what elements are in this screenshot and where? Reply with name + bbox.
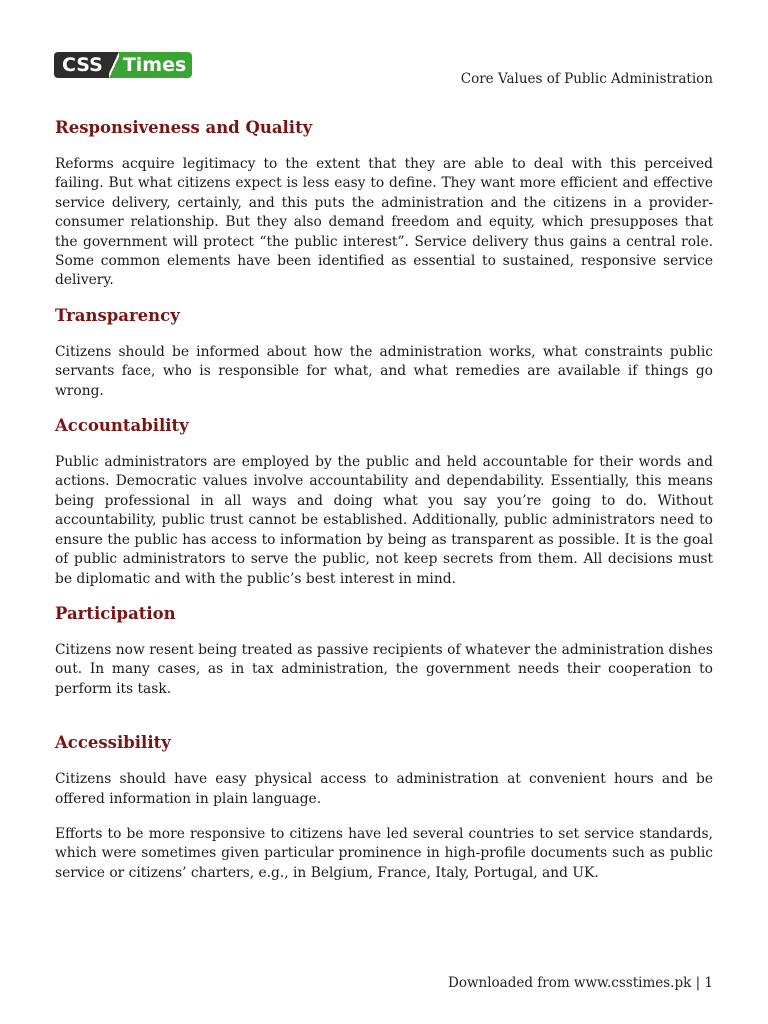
section-paragraph: Public administrators are employed by the public and held accountable for their words and actions. Democratic values involve accountability and dependability. Essentially, this means being professional in all ways and doing what you say you’re going to do. Without accountability, public trust cannot be established. Additionally, public administrators need to ensure the public has access to information by being as transparent as possible. It is the goal of public administrators to serve the public, not keep secrets from them. All decisions must be diplomatic and with the public’s best interest in mind. [55,454,713,587]
logo-text-css: CSS [54,52,109,78]
page-footer: Downloaded from www.csstimes.pk | 1 [448,975,713,991]
document-content [55,117,713,893]
section-paragraph: Citizens should have easy physical access to administration at convenient hours and be offered information in plain language. [55,771,713,807]
section-paragraph: Efforts to be more responsive to citizens have led several countries to set service standards, which were sometimes given particular prominence in high-profile documents such as public service or citizens’ charters, e.g., in Belgium, France, Italy, Portugal, and UK. [55,825,713,881]
section-transparency [55,305,713,401]
section-paragraph: Reforms acquire legitimacy to the extent that they are able to deal with this perceived failing. But what citizens expect is less easy to define. They want more efficient and effective service delivery, certainly, and this puts the administration and the citizens in a provider-consumer relationship. But they also demand freedom and equity, which presupposes that the government will protect “the public interest”. Service delivery thus gains a central role. Some common elements have been identified as essential to sustained, responsive service delivery. [55,156,713,289]
section-heading: Accessibility [55,733,171,753]
logo-text-times: Times [119,52,192,78]
section-responsiveness [55,117,713,291]
section-heading: Participation [55,603,176,623]
section-heading: Accountability [55,416,189,436]
logo-slash [109,52,119,78]
section-heading: Responsiveness and Quality [55,118,313,137]
section-paragraph: Citizens should be informed about how the administration works, what constraints public servants face, who is responsible for what, and what remedies are available if things go wrong. [55,343,713,399]
section-accountability [55,415,713,589]
section-paragraph: Citizens now resent being treated as passive recipients of whatever the administration dishes out. In many cases, as in tax administration, the government needs their cooperation to perform its task. [55,641,713,697]
section-participation [55,603,713,699]
document-header-title: Core Values of Public Administration [460,71,713,87]
csstimes-logo [54,52,192,78]
section-heading: Transparency [55,305,180,325]
section-accessibility [55,732,713,883]
